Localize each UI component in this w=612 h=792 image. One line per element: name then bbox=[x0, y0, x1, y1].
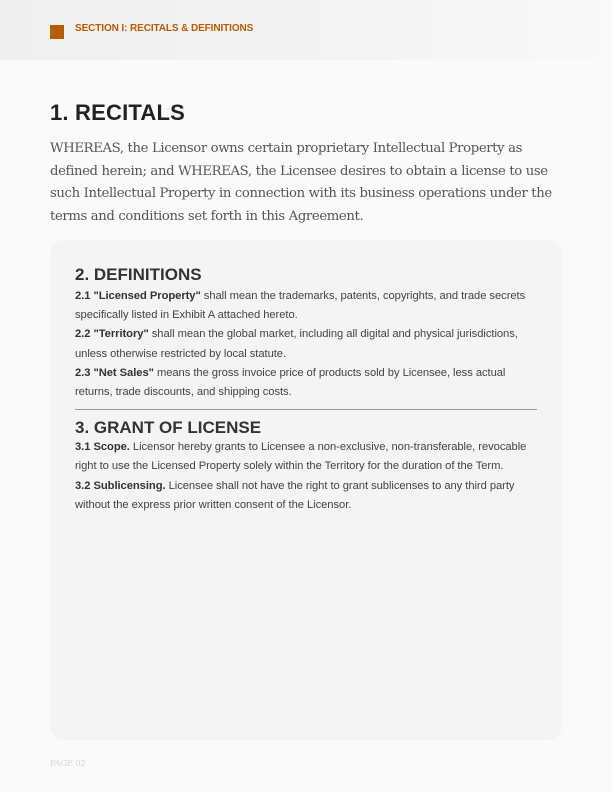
recitals-body: WHEREAS, the Licensor owns certain proprietary Intellectual Property as defined herein; and WHEREAS, the Licensee desires to obtain a license to use such Intellectual Property in connection with its business operations under the terms and conditions set forth in this Agreement. bbox=[50, 141, 552, 224]
definitions-heading: 2. DEFINITIONS bbox=[75, 265, 202, 284]
clause-term: 2.3 "Net Sales" bbox=[75, 366, 154, 379]
section-header bbox=[0, 0, 612, 60]
section-marker-icon bbox=[50, 25, 64, 39]
definition-clause bbox=[75, 364, 540, 402]
clause-term: 3.2 Sublicensing. bbox=[75, 479, 166, 492]
section-divider bbox=[75, 409, 537, 410]
grant-clause bbox=[75, 438, 540, 476]
clause-term: 2.1 "Licensed Property" bbox=[75, 290, 201, 302]
recitals-heading: 1. RECITALS bbox=[50, 100, 186, 125]
clause-text: means the gross invoice price of products sold by Licensee, less actual returns, trade discounts, and shipping costs. bbox=[75, 366, 506, 399]
definition-clause bbox=[75, 325, 540, 363]
grant-clause bbox=[75, 477, 540, 515]
section-label: SECTION I: RECITALS & DEFINITIONS bbox=[75, 23, 254, 34]
clause-text: Licensor hereby grants to Licensee a non-exclusive, non-transferable, revocable right to use the Licensed Property solely within the Territory for the duration of the Term. bbox=[75, 441, 527, 473]
clause-term: 3.1 Scope. bbox=[75, 441, 130, 454]
clause-text: shall mean the trademarks, patents, copyrights, and trade secrets specifically listed in Exhibit A attached hereto. bbox=[75, 290, 526, 322]
grant-heading: 3. GRANT OF LICENSE bbox=[75, 418, 262, 438]
page-number: PAGE 02 bbox=[50, 759, 86, 769]
clause-text: Licensee shall not have the right to grant sublicenses to any third party without the express prior written consent of the Licensor. bbox=[75, 479, 515, 511]
clause-text: shall mean the global market, including all digital and physical jurisdictions, unless otherwise restricted by local statute. bbox=[75, 328, 518, 360]
terms-card bbox=[50, 240, 562, 740]
clause-term: 2.2 "Territory" bbox=[75, 328, 149, 341]
definition-clause bbox=[75, 287, 540, 325]
